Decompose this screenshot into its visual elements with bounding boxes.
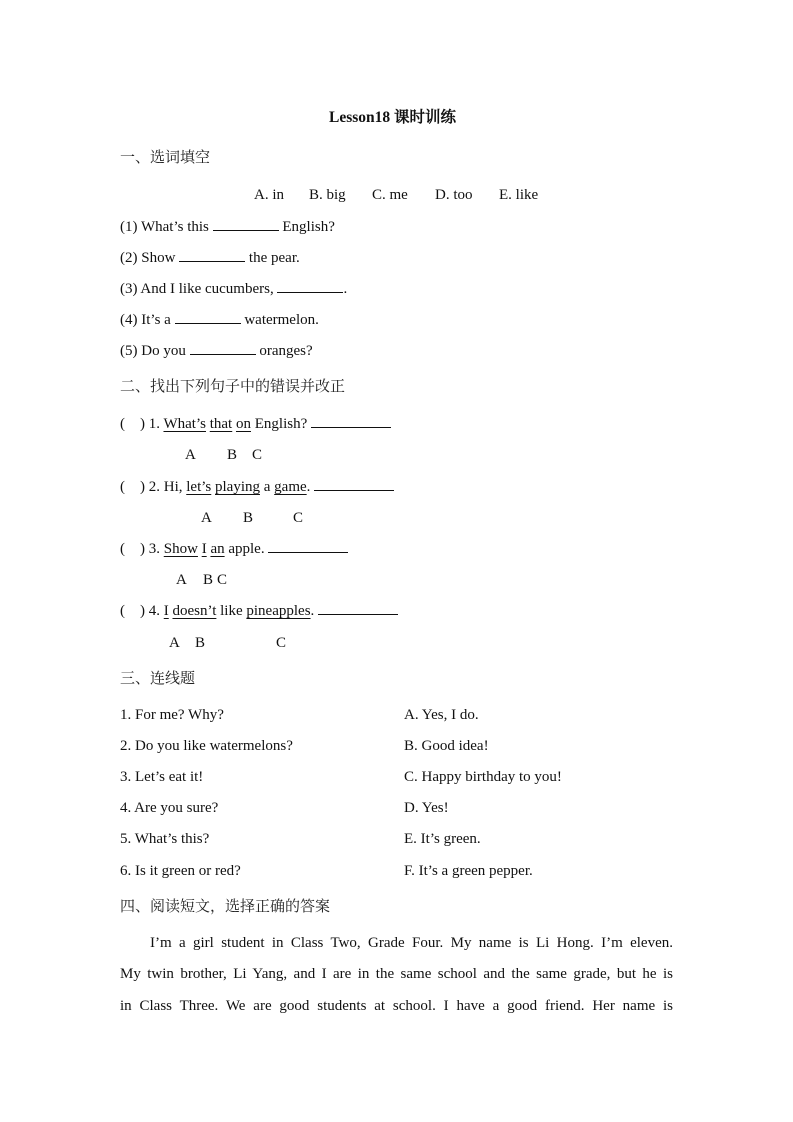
error-item: ( ) 4. I doesn’t like pineapples. xyxy=(120,604,398,619)
option-label: B xyxy=(227,447,238,463)
match-right-item[interactable]: D. Yes! xyxy=(404,800,449,816)
option-label: A xyxy=(169,635,180,651)
answer-blank[interactable] xyxy=(179,260,245,262)
fill-item: (4) It’s a watermelon. xyxy=(120,312,319,328)
answer-blank[interactable] xyxy=(175,322,241,324)
match-right-item[interactable]: B. Good idea! xyxy=(404,738,489,754)
fill-item: (3) And I like cucumbers, . xyxy=(120,281,348,297)
match-left-item[interactable]: 6. Is it green or red? xyxy=(120,863,241,879)
word-option: B. big xyxy=(309,187,346,203)
error-item: ( ) 3. Show I an apple. xyxy=(120,542,348,557)
option-label: A xyxy=(185,447,196,463)
match-left-item[interactable]: 3. Let’s eat it! xyxy=(120,769,204,785)
word-option: E. like xyxy=(499,187,539,203)
option-label: C xyxy=(293,510,304,526)
match-left-item[interactable]: 1. For me? Why? xyxy=(120,707,224,723)
word-option: C. me xyxy=(372,187,408,203)
match-right-item[interactable]: E. It’s green. xyxy=(404,831,481,847)
answer-blank[interactable] xyxy=(190,353,256,355)
reading-line: My twin brother, Li Yang, and I are in the same school and the same grade, but he is xyxy=(120,966,673,982)
reading-line: in Class Three. We are good students at school. I have a good friend. Her name is xyxy=(120,998,673,1014)
option-label: C xyxy=(252,447,263,463)
answer-paren[interactable]: ( ) xyxy=(120,416,145,432)
answer-paren[interactable]: ( ) xyxy=(120,541,145,557)
fill-item: (2) Show the pear. xyxy=(120,250,300,266)
match-right-item[interactable]: F. It’s a green pepper. xyxy=(404,863,533,879)
answer-blank[interactable] xyxy=(213,229,279,231)
fill-item: (1) What’s this English? xyxy=(120,219,335,235)
option-label: A xyxy=(201,510,212,526)
error-item: ( ) 1. What’s that on English? xyxy=(120,417,391,432)
answer-blank[interactable] xyxy=(277,291,343,293)
section-1-heading: 一、选词填空 xyxy=(120,148,211,166)
option-label: B xyxy=(195,635,206,651)
fill-item: (5) Do you oranges? xyxy=(120,343,313,359)
match-right-item[interactable]: A. Yes, I do. xyxy=(404,707,479,723)
reading-line: I’m a girl student in Class Two, Grade Four. My name is Li Hong. I’m eleven. xyxy=(150,935,673,951)
match-right-item[interactable]: C. Happy birthday to you! xyxy=(404,769,562,785)
option-label: C xyxy=(276,635,287,651)
correction-blank[interactable] xyxy=(318,613,398,615)
section-4-heading: 四、阅读短文，选择正确的答案 xyxy=(120,897,331,915)
option-label: B xyxy=(203,572,214,588)
match-left-item[interactable]: 4. Are you sure? xyxy=(120,800,219,816)
error-item: ( ) 2. Hi, let’s playing a game. xyxy=(120,480,394,495)
correction-blank[interactable] xyxy=(311,426,391,428)
correction-blank[interactable] xyxy=(314,489,394,491)
word-option: A. in xyxy=(254,187,284,203)
answer-paren[interactable]: ( ) xyxy=(120,479,145,495)
match-left-item[interactable]: 5. What’s this? xyxy=(120,831,210,847)
page-title: Lesson18 课时训练 xyxy=(329,109,457,126)
match-left-item[interactable]: 2. Do you like watermelons? xyxy=(120,738,293,754)
correction-blank[interactable] xyxy=(268,551,348,553)
option-label: A xyxy=(176,572,187,588)
option-label: C xyxy=(217,572,228,588)
option-label: B xyxy=(243,510,254,526)
section-3-heading: 三、连线题 xyxy=(120,669,196,687)
section-2-heading: 二、找出下列句子中的错误并改正 xyxy=(120,377,346,395)
word-option: D. too xyxy=(435,187,473,203)
answer-paren[interactable]: ( ) xyxy=(120,603,145,619)
